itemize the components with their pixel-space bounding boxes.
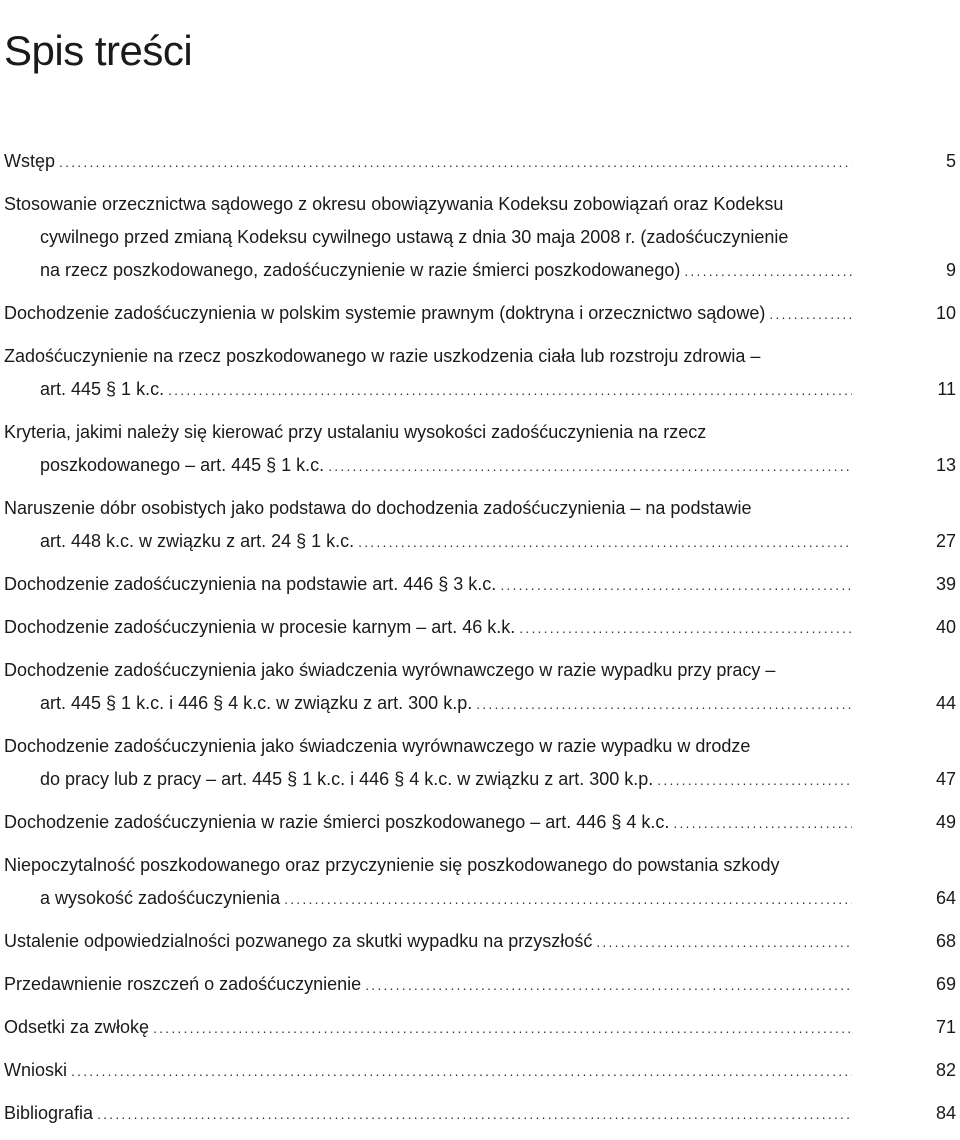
toc-page-number: 71 <box>935 1017 956 1037</box>
toc-entry-line <box>4 373 956 406</box>
toc-entry[interactable] <box>4 1054 956 1087</box>
toc-entry-text: Stosowanie orzecznictwa sądowego z okresu obowiązywania Kodeksu zobowiązań oraz Kodeksu <box>4 194 784 214</box>
dot-leader <box>519 612 852 645</box>
table-of-contents <box>4 145 956 1140</box>
toc-page-number: 5 <box>945 151 956 171</box>
toc-entry[interactable] <box>4 297 956 330</box>
toc-entry[interactable] <box>4 145 956 178</box>
toc-entry[interactable] <box>4 1011 956 1044</box>
toc-entry-line <box>4 340 956 373</box>
dot-leader <box>684 255 852 288</box>
toc-entry-line <box>4 416 956 449</box>
toc-entry[interactable] <box>4 188 956 287</box>
toc-entry-line <box>4 297 956 330</box>
toc-page-number: 69 <box>935 974 956 994</box>
toc-page-number: 49 <box>935 812 956 832</box>
toc-entry-text: do pracy lub z pracy – art. 445 § 1 k.c. i 446 § 4 k.c. w związku z art. 300 k.p. <box>40 769 654 789</box>
toc-page-number: 9 <box>945 260 956 280</box>
toc-entry[interactable] <box>4 340 956 406</box>
dot-leader <box>153 1012 852 1045</box>
toc-entry-text: Niepoczytalność poszkodowanego oraz przyczynienie się poszkodowanego do powstania szkody <box>4 855 780 875</box>
toc-entry-text: Dochodzenie zadośćuczynienia jako świadczenia wyrównawczego w razie wypadku przy pracy – <box>4 660 776 680</box>
toc-entry-text: poszkodowanego – art. 445 § 1 k.c. <box>40 455 325 475</box>
toc-entry[interactable] <box>4 806 956 839</box>
toc-entry-text: Dochodzenie zadośćuczynienia w procesie karnym – art. 46 k.k. <box>4 617 516 637</box>
dot-leader <box>328 450 852 483</box>
toc-entry[interactable] <box>4 568 956 601</box>
dot-leader <box>500 569 852 602</box>
toc-entry[interactable] <box>4 925 956 958</box>
toc-entry-text: art. 448 k.c. w związku z art. 24 § 1 k.c. <box>40 531 355 551</box>
toc-page-number: 39 <box>935 574 956 594</box>
toc-entry-text: Zadośćuczynienie na rzecz poszkodowanego w razie uszkodzenia ciała lub rozstroju zdrowia – <box>4 346 761 366</box>
toc-entry[interactable] <box>4 492 956 558</box>
toc-entry-text: Wstęp <box>4 151 56 171</box>
dot-leader <box>97 1098 852 1131</box>
toc-page-number: 27 <box>935 531 956 551</box>
toc-entry-text: Dochodzenie zadośćuczynienia jako świadczenia wyrównawczego w razie wypadku w drodze <box>4 736 751 756</box>
toc-entry-text: Naruszenie dóbr osobistych jako podstawa do dochodzenia zadośćuczynienia – na podstawie <box>4 498 752 518</box>
toc-page-number: 64 <box>935 888 956 908</box>
toc-entry[interactable] <box>4 654 956 720</box>
toc-entry-text: na rzecz poszkodowanego, zadośćuczynienie w razie śmierci poszkodowanego) <box>40 260 681 280</box>
toc-entry-text: Kryteria, jakimi należy się kierować przy ustalaniu wysokości zadośćuczynienia na rzecz <box>4 422 707 442</box>
toc-page-number: 13 <box>935 455 956 475</box>
toc-entry-line <box>4 849 956 882</box>
toc-entry-line <box>4 525 956 558</box>
toc-entry-text: Dochodzenie zadośćuczynienia w razie śmierci poszkodowanego – art. 446 § 4 k.c. <box>4 812 670 832</box>
dot-leader <box>284 883 852 916</box>
toc-page-number: 84 <box>935 1103 956 1123</box>
toc-entry-line <box>4 730 956 763</box>
toc-entry-line <box>4 492 956 525</box>
toc-entry-text: Ustalenie odpowiedzialności pozwanego za skutki wypadku na przyszłość <box>4 931 593 951</box>
dot-leader <box>476 688 852 721</box>
toc-entry-line <box>4 687 956 720</box>
toc-entry-line <box>4 188 956 221</box>
toc-entry-text: Dochodzenie zadośćuczynienia na podstawie art. 446 § 3 k.c. <box>4 574 497 594</box>
toc-entry[interactable] <box>4 849 956 915</box>
dot-leader <box>59 146 852 179</box>
toc-entry-text: cywilnego przed zmianą Kodeksu cywilnego ustawą z dnia 30 maja 2008 r. (zadośćuczynienie <box>40 227 789 247</box>
toc-entry-text: art. 445 § 1 k.c. <box>40 379 165 399</box>
toc-entry-line <box>4 1097 956 1130</box>
dot-leader <box>358 526 852 559</box>
toc-entry-line <box>4 568 956 601</box>
toc-entry-line <box>4 806 956 839</box>
toc-entry-line <box>4 221 956 254</box>
toc-entry-text: Wnioski <box>4 1060 68 1080</box>
toc-entry-text: Bibliografia <box>4 1103 94 1123</box>
toc-page-number: 68 <box>935 931 956 951</box>
toc-page-number: 47 <box>935 769 956 789</box>
toc-entry-text: Odsetki za zwłokę <box>4 1017 150 1037</box>
toc-page-number: 40 <box>935 617 956 637</box>
toc-entry[interactable] <box>4 611 956 644</box>
toc-entry-line <box>4 611 956 644</box>
toc-entry-text: Przedawnienie roszczeń o zadośćuczynienie <box>4 974 362 994</box>
toc-entry-line <box>4 882 956 915</box>
toc-entry-line <box>4 145 956 178</box>
toc-entry-line <box>4 1011 956 1044</box>
toc-entry-line <box>4 763 956 796</box>
toc-page-number: 11 <box>937 379 956 399</box>
toc-page-number: 82 <box>935 1060 956 1080</box>
toc-entry-line <box>4 449 956 482</box>
dot-leader <box>657 764 852 797</box>
toc-entry-line <box>4 254 956 287</box>
toc-page-number: 10 <box>935 303 956 323</box>
dot-leader <box>168 374 852 407</box>
page-title: Spis treści <box>4 27 193 75</box>
dot-leader <box>596 926 852 959</box>
toc-entry-text: Dochodzenie zadośćuczynienia w polskim systemie prawnym (doktryna i orzecznictwo sądowe) <box>4 303 766 323</box>
toc-entry[interactable] <box>4 1097 956 1130</box>
toc-entry[interactable] <box>4 416 956 482</box>
dot-leader <box>769 298 852 331</box>
toc-entry-text: a wysokość zadośćuczynienia <box>40 888 281 908</box>
toc-entry-line <box>4 925 956 958</box>
toc-entry-line <box>4 654 956 687</box>
dot-leader <box>365 969 852 1002</box>
toc-entry[interactable] <box>4 730 956 796</box>
toc-page-number: 44 <box>935 693 956 713</box>
dot-leader <box>673 807 852 840</box>
toc-entry-text: art. 445 § 1 k.c. i 446 § 4 k.c. w związku z art. 300 k.p. <box>40 693 473 713</box>
toc-entry-line <box>4 1054 956 1087</box>
dot-leader <box>71 1055 852 1088</box>
